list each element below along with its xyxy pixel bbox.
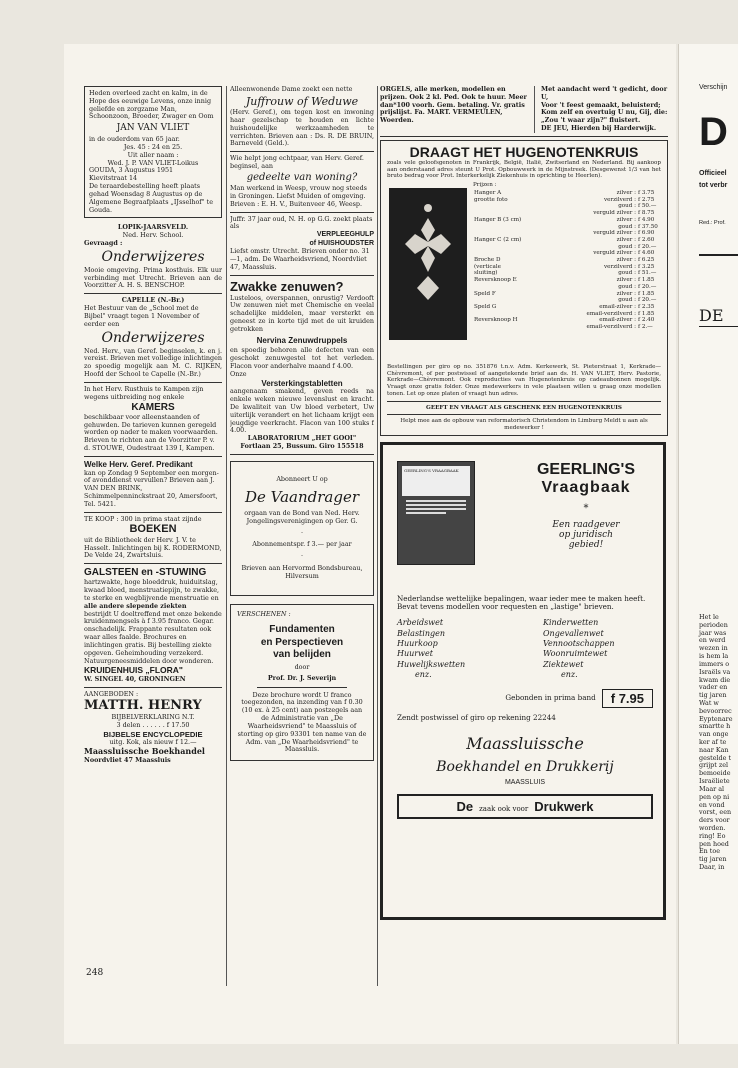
- kamers-ad: [84, 386, 222, 453]
- hugenoten-order: Bestellingen per giro op no. 351876 t.n.v. Adm. Kerkewerk, St. Pieterstraat 1, Kerkrade—Chèvremont, of per postwissel of aangetekende brief aan ds. H. VAN VLIET, Herv. Pastorie, Kerkrade—Chèvremont. Ook reproducties van Hugenotenkruis op cadeaubonnen mogelijk. Vraagt onze gratis folder. Onze medewerkers in vele plaatsen willen u graag onze modellen tonen. Let op onze platen of vraagt hun adres.: [387, 363, 661, 397]
- next-page-line: en werd: [699, 636, 726, 645]
- price-material: email-verzilverd :: [586, 324, 636, 331]
- geerling-title1: GEERLING'S: [536, 460, 636, 478]
- price-row: [473, 190, 667, 197]
- price-material: goud :: [618, 243, 636, 250]
- weesp-heading: gedeelte van woning?: [246, 171, 358, 183]
- fundamenten-author: Prof. Dr. J. Severijn: [267, 673, 337, 682]
- price-item: [473, 230, 553, 237]
- price-row: [473, 317, 667, 324]
- next-page-masthead: D: [699, 110, 728, 154]
- obituary-intro: Heden overleed zacht en kalm, in de Hope des eeuwige Levens, onze innig geliefde en zorgzame Man, Schoonzoon, Broeder, Zwager en Oom: [89, 89, 214, 121]
- price-value: f 2.75: [638, 196, 655, 203]
- price-value: f 2.40: [638, 317, 655, 324]
- lopik-title: LOPIK-JAARSVELD.: [117, 223, 189, 232]
- kamers-intro: In het Herv. Rusthuis te Kampen zijn wegens uitbreiding nog enkele: [84, 384, 204, 401]
- next-page-headline: DE: [699, 306, 724, 325]
- next-page-official: Officieel: [699, 170, 727, 177]
- price-row: [473, 217, 667, 224]
- law-item: Huwelijkswetten: [397, 659, 466, 669]
- henry-shop: Maassluissche Boekhandel: [84, 745, 205, 756]
- kamers-body: beschikbaar voor alleenstaanden of gehuwden. De tarieven kunnen geregeld worden op nader te maken voorwaarden. Brieven te richten aan de Voorzitter P. v. d. STOUWE, Oudestraat 139 I, Kampen.: [84, 412, 218, 452]
- juffrouw-ad: [230, 86, 374, 148]
- price-item: Speld G: [474, 303, 497, 310]
- price-material: goud :: [618, 203, 636, 210]
- price-row: [473, 210, 667, 217]
- price-item: Broche D: [474, 257, 501, 264]
- price-row: [473, 270, 667, 277]
- price-row: [473, 324, 667, 331]
- price-item: [473, 297, 553, 304]
- next-page-line: grijpt zel: [699, 761, 729, 770]
- henry-line1: BIJBELVERKLARING N.T.: [111, 713, 195, 722]
- price-material: email-verzilverd :: [586, 310, 636, 317]
- law-item: Belastingen: [397, 628, 445, 638]
- verpleeg-title2: of HUISHOUDSTER: [309, 239, 374, 247]
- henry-line2: 3 delen . . . . . . f 17.50: [116, 721, 190, 729]
- geerling-send: Zendt postwissel of giro op rekening 22244: [397, 712, 556, 722]
- hugenoten-title: DRAAGT HET HUGENOTENKRUIS: [409, 143, 639, 160]
- weesp-ad: [230, 155, 374, 208]
- price-value: f 1.85: [638, 277, 655, 284]
- law-item: enz.: [415, 670, 432, 680]
- geerling-shop2: Boekhandel en Drukkerij: [436, 759, 614, 776]
- geerling-shop1: Maassluissche: [466, 734, 584, 754]
- next-page-line: tig jaren: [699, 855, 727, 864]
- price-material: goud :: [618, 297, 636, 304]
- orgels-body: ORGELS, alle merken, modellen en prijzen. Ook 2 kl. Ped. Ook te huur. Meer dan*100 voorh. Gem. betaling. Vr. gratis prijslijst.: [380, 86, 527, 117]
- lopik-ad: [84, 224, 222, 290]
- price-material: goud :: [618, 283, 636, 290]
- price-item: grootte foto: [474, 196, 508, 203]
- price-value: f 20.—: [638, 243, 657, 250]
- boeken-body: uit de Bibliotheek der Herv. J. V. te Hasselt. Inlichtingen bij K. RODERMOND, De Velde 24, Zwartsluis.: [84, 535, 222, 560]
- price-row: [473, 311, 667, 318]
- geerling-sub3: gebied!: [568, 539, 604, 550]
- price-value: f 3.75: [638, 189, 655, 196]
- price-row: [473, 203, 667, 210]
- price-row: [473, 250, 667, 257]
- weesp-intro: Wie helpt jong echtpaar, van Herv. Geref. beginsel, aan: [230, 154, 364, 171]
- price-item: Hanger C (2 cm): [474, 236, 522, 243]
- price-item: Reversknoop E: [474, 277, 517, 284]
- predikant-title: Welke Herv. Geref. Predikant: [84, 459, 193, 469]
- next-page-line: wezen in: [699, 644, 728, 653]
- vaandrager-body: orgaan van de Bond van Ned. Herv. Jongelingsverenigingen op Ger. G.: [244, 508, 360, 525]
- price-item: sluiting): [474, 270, 498, 277]
- galsteen-address: W. SINGEL 40, GRONINGEN: [84, 674, 186, 683]
- price-value: f 20.—: [638, 283, 657, 290]
- page-number: 248: [86, 968, 104, 978]
- column-rule: [226, 86, 227, 986]
- zenuwen-body: Lusteloos, overspannen, onrustig? Verdooft Uw zenuwen niet met Chemische en veelal schadelijke middelen, maar versterkt en geneest ze in korte tijd met de uit kruiden getrokken: [230, 293, 374, 333]
- next-page-line: worden.: [699, 823, 726, 832]
- price-value: f 4.90: [638, 216, 655, 223]
- price-item: [473, 324, 553, 331]
- price-value: f 1.85: [638, 310, 655, 317]
- zenuwen-product: Nervina Zenuwdruppels: [256, 335, 348, 345]
- hugenoten-intro: zoals vele geloofsgenoten in Frankrijk, België, Italië, Zwitserland en Nederland. Bij aankoop aan onderstaand adres steunt U Prot. Opbouwwerk in de Mijnstreek. (Desgewenst 1/3 van het bruto bedrag voor Prot. Interkerkelijk Ziekenhuis in oprichting te Heerlen).: [387, 159, 661, 180]
- verpleeg-title1: VERPLEEGHULP: [316, 231, 374, 239]
- drukwerk-mid: zaak ook voor: [479, 805, 529, 814]
- top-ads-row: [380, 86, 668, 133]
- obituary-verse: Jes. 45 : 24 en 25.: [123, 143, 183, 152]
- boeken-intro: TE KOOP : 300 in prima staat zijnde: [84, 514, 202, 523]
- price-item: [473, 284, 553, 291]
- geerling-ad: [380, 442, 666, 920]
- henry-ad: [84, 691, 222, 765]
- henry-address: Noordvliet 47 Maassluis: [84, 755, 171, 764]
- price-row: [473, 291, 667, 298]
- law-list-right: [543, 618, 653, 680]
- price-item: Reversknoop H: [474, 317, 518, 324]
- next-page-line: smartte h: [699, 722, 731, 731]
- price-row: [473, 277, 667, 284]
- lopik-school: Ned. Herv. School.: [122, 231, 184, 240]
- obituary-notice: [84, 86, 222, 218]
- cross-icon: [389, 188, 467, 340]
- next-page-line: bevoorrec: [699, 706, 732, 715]
- law-item: Huurwet: [397, 649, 433, 659]
- henry-title: MATTH. HENRY: [84, 698, 202, 714]
- gedicht-body: Voor 't feest gemaakt, beluisterd; Kom zelf en overtuig U nu, Gij, die: „Zou 't waar zijn?" fluistert.: [541, 100, 668, 125]
- price-material: verguld zilver :: [593, 210, 636, 217]
- price-row: [473, 224, 667, 231]
- law-item: Ongevallenwet: [543, 628, 604, 638]
- hugenoten-slogan: GEEFT EN VRAAGT ALS GESCHENK EEN HUGENOTENKRUIS: [426, 404, 622, 411]
- next-page-line: naar Kan: [699, 745, 729, 754]
- obituary-widow: Wed. J. P. VAN VLIET-Loikus: [107, 158, 199, 167]
- gedicht-intro: Met aandacht werd 't gedicht, door U,: [541, 86, 668, 101]
- capelle-ad: [84, 297, 222, 379]
- next-page-line: pen hoed: [699, 839, 729, 848]
- law-item: Kinderwetten: [543, 618, 599, 628]
- gedicht-ad: [541, 86, 668, 133]
- obituary-name: JAN VAN VLIET: [116, 123, 190, 134]
- price-material: goud :: [618, 223, 636, 230]
- geerling-price: f 7.95: [602, 689, 653, 708]
- price-value: f 3.25: [638, 263, 655, 270]
- verpleeg-ad: [230, 216, 374, 272]
- obituary-burial: De teraardebestelling heeft plaats gehad Woensdag 8 Augustus op de Algemene Begraafplaats „IJsselhof" te Gouda.: [89, 182, 213, 214]
- obituary-age: in de ouderdom van 65 jaar.: [89, 135, 180, 144]
- price-value: f 6.25: [638, 257, 655, 264]
- boeken-title: BOEKEN: [129, 523, 177, 536]
- capelle-body: Het Bestuur van de „School met de Bijbel" vraagt tegen 1 November of eerder een: [84, 304, 200, 328]
- vaandrager-price: Abonnementspr. f 3.— per jaar: [252, 540, 352, 549]
- galsteen-bold: alle andere slepende ziekten: [84, 601, 187, 610]
- price-item: [473, 224, 553, 231]
- geerling-city: MAASSLUIS: [504, 779, 546, 787]
- kamers-title: KAMERS: [131, 401, 175, 413]
- fundamenten-label: VERSCHENEN :: [237, 609, 291, 618]
- price-item: [473, 244, 553, 251]
- henry-intro: AANGEBODEN :: [84, 689, 139, 698]
- price-value: f 37.50: [638, 223, 658, 230]
- hugenotenkruis-ad: [380, 140, 668, 436]
- price-row: [473, 244, 667, 251]
- next-page-line: jaar was: [699, 628, 727, 637]
- price-value: f 2.—: [638, 324, 653, 331]
- column-1: [84, 86, 222, 986]
- price-item: Hanger A: [474, 189, 502, 196]
- next-page-line: van onge: [699, 730, 729, 739]
- price-material: zilver :: [616, 257, 636, 264]
- weesp-body: Man werkend in Weesp, vrouw nog steeds in Groningen. Liefst Muiden of omgeving. Brieven : E. H. V., Buitenveer 46, Weesp.: [230, 184, 367, 208]
- galsteen-title: GALSTEEN en -STUWING: [84, 567, 207, 579]
- price-item: (verticale: [474, 263, 501, 270]
- next-page-line: Het le: [699, 613, 719, 621]
- geerling-star: *: [583, 502, 589, 514]
- law-list-left: [397, 618, 465, 680]
- next-page-line: vorst, een: [699, 808, 732, 817]
- price-table: [473, 190, 667, 331]
- zenuwen-product2: Versterkingstabletten: [261, 378, 343, 388]
- law-item: Arbeidswet: [397, 618, 444, 628]
- price-value: f 4.60: [638, 250, 655, 257]
- next-page-line: en vond: [699, 800, 725, 809]
- law-item: enz.: [561, 670, 578, 680]
- capelle-heading: Onderwijzeres: [101, 329, 205, 346]
- next-page-line: ker af te: [699, 738, 727, 746]
- price-material: goud :: [618, 270, 636, 277]
- vaandrager-address: Brieven aan Hervormd Bondsbureau, Hilversum: [241, 564, 363, 580]
- price-row: [473, 257, 667, 264]
- price-material: verguld zilver :: [593, 230, 636, 237]
- price-item: [473, 203, 553, 210]
- next-page-line: vader en: [699, 683, 728, 692]
- geerling-sub2: op juridisch: [559, 529, 613, 540]
- next-page-edge: [678, 44, 738, 1044]
- fundamenten-ad: [230, 604, 374, 762]
- price-material: zilver :: [616, 189, 636, 196]
- geerling-sub1: Een raadgever: [552, 519, 620, 530]
- price-row: [473, 297, 667, 304]
- price-row: [473, 304, 667, 311]
- galsteen-ad: [84, 567, 222, 683]
- juffrouw-body: (Herv. Geref.), om tegen kost en inwoning haar gezelschap te houden en lichte huishoudelijke werkzaamheden te verrichten. Brieven aan : Ds. R. DE BRUIN, Barneveld (Geld.).: [230, 108, 374, 148]
- price-value: f 20.—: [638, 297, 657, 304]
- price-value: f 2.60: [638, 236, 655, 243]
- next-page-line: Eyptenare: [699, 714, 733, 723]
- price-material: verzilverd :: [603, 263, 636, 270]
- price-material: email-zilver :: [599, 303, 636, 310]
- price-value: f 51.—: [638, 270, 657, 277]
- price-value: f 2.35: [638, 303, 655, 310]
- juffrouw-intro: Alleenwonende Dame zoekt een nette: [230, 86, 353, 93]
- henry-line4: uitg. Kok, als nieuw f 12.—: [109, 738, 197, 747]
- next-page-red: Red.: Prof.: [699, 220, 726, 226]
- juffrouw-heading: Juffrouw of Weduwe: [245, 94, 359, 108]
- obituary-family: Uit aller naam :: [127, 150, 179, 159]
- price-item: [473, 311, 553, 318]
- hugenoten-closing: Helpt mee aan de opbouw van reformatorisch Christendom in Limburg Meldt u aan als medewerker !: [400, 418, 648, 431]
- law-item: Vennootschappen: [543, 638, 615, 648]
- next-page-line: bemoeide: [699, 769, 731, 778]
- price-item: Speld F: [474, 290, 496, 297]
- price-material: zilver :: [616, 216, 636, 223]
- price-material: zilver :: [616, 236, 636, 243]
- next-page-line: Daar, in: [699, 863, 725, 871]
- predikant-ad: [84, 460, 222, 509]
- lopik-wanted: Gevraagd :: [84, 238, 123, 247]
- drukwerk-end: Drukwerk: [534, 799, 594, 815]
- zenuwen-body3: aangenaam smakend, geven reeds na enkele weken nieuwe levenslust en kracht. De kwaliteit van Uw bloed verbetert, Uw uiterlijk verandert en het lichaam krijgt een jeugdige veerkracht. Flacon van 100 stuks f 4.00.: [230, 387, 374, 435]
- next-page-line: Israëliete: [699, 777, 730, 786]
- price-row: [473, 197, 667, 204]
- vaandrager-intro: Abonneert U op: [276, 474, 328, 483]
- verpleeg-intro: Juffr. 37 jaar oud, N. H. op G.G. zoekt plaats als: [230, 214, 373, 231]
- lopik-heading: Onderwijzeres: [101, 248, 205, 265]
- price-row: [473, 230, 667, 237]
- next-page-text: [699, 614, 738, 872]
- next-page-line: ders voor: [699, 816, 730, 825]
- price-value: f 1.85: [638, 290, 655, 297]
- column-3: [380, 86, 668, 986]
- price-material: verzilverd :: [603, 196, 636, 203]
- fundamenten-title2: en Perspectieven: [260, 636, 344, 648]
- price-value: f 8.75: [638, 210, 655, 217]
- zenuwen-ad: [230, 279, 374, 451]
- zenuwen-title: Zwakke zenuwen?: [230, 278, 344, 294]
- galsteen-body2: bestrijdt U doeltreffend met onze bekende kruidenmengsels à f 3.95 franco. Gegar. onschadelijk. Frappante resultaten ook waar alles faalde. Brochures en inlichtingen gratis. Bij bestelling ziekte opgeven. Geheimhouding verzekerd. Natuurgeneesmiddelen door wonderen.: [84, 609, 222, 665]
- hugenot-cross-photo: [389, 188, 467, 340]
- next-page-line: ring! Eo: [699, 831, 726, 840]
- price-material: zilver :: [616, 290, 636, 297]
- vraagbaak-book-image: GEERLING'S VRAAGBAAK: [397, 461, 475, 565]
- law-item: Woonruimtewet: [543, 649, 608, 659]
- next-page-line: is hem la: [699, 652, 729, 661]
- next-page-tot: tot verbr: [699, 182, 728, 189]
- obituary-place: GOUDA, 3 Augustus 1951: [89, 166, 174, 175]
- zenuwen-body2: en spoedig behoren alle defecten van een geschokt zenuwgestel tot het verleden. Flacon voor anderhalve maand f 4.00.: [230, 346, 374, 370]
- vaandrager-ad: Abonneert U op De Vaandrager orgaan van de Bond van Ned. Herv. Jongelingsverenigingen op Ger. G. · Abonnementspr. f 3.— per jaar · Brieven aan Hervormd Bondsbureau, Hilversum: [230, 461, 374, 596]
- fundamenten-door: door: [294, 663, 310, 671]
- law-item: Huurkoop: [397, 638, 438, 648]
- verpleeg-body: Liefst omstr. Utrecht. Brieven onder no. 31—1, adm. De Waarheidsvriend, Noordvliet 47, Maassluis.: [230, 247, 370, 271]
- fundamenten-title1: Fundamenten: [269, 624, 335, 636]
- price-row: [473, 237, 667, 244]
- orgels-ad: [380, 86, 528, 133]
- column-rule: [377, 86, 378, 986]
- column-2: [230, 86, 374, 986]
- galsteen-body: hartzwakte, hoge bloeddruk, huiduitslag, kwaad bloed, menstruatiepijn, te zwakke, te sterke en wegblijvende menstruatie en: [84, 578, 220, 603]
- next-page-line: Wat w: [699, 698, 719, 707]
- price-value: f 6.90: [638, 230, 655, 237]
- law-item: Ziektewet: [543, 659, 584, 669]
- geerling-intro: Nederlandse wettelijke bepalingen, waar ieder mee te maken heeft. Bevat tevens modellen voor requesten en „lastige" brieven.: [397, 593, 646, 612]
- zenuwen-lab: LABORATORIUM „HET GOOI": [247, 434, 357, 443]
- capelle-title: CAPELLE (N.-Br.): [121, 296, 185, 305]
- price-material: email-zilver :: [599, 317, 636, 324]
- boeken-ad: [84, 516, 222, 561]
- geerling-bound: Gebonden in prima band: [505, 692, 596, 702]
- henry-line3: BIJBELSE ENCYCLOPEDIE: [103, 729, 203, 739]
- capelle-body2: Ned. Herv., van Geref. beginselen, k. en j. vereist. Brieven met volledige inlichtingen zo spoedig mogelijk aan M. C. RIJKEN, Hoofd der School te Capelle (N.-Br.): [84, 346, 222, 379]
- next-page-line: Maar al: [699, 784, 725, 793]
- galsteen-shop: KRUIDENHUIS „FLORA": [84, 665, 183, 676]
- price-item: [473, 210, 553, 217]
- next-page-line: gestelde t: [699, 753, 732, 762]
- next-page-top: Verschijn: [699, 84, 728, 91]
- vaandrager-heading: De Vaandrager: [244, 487, 360, 506]
- price-row: [473, 264, 667, 271]
- geerling-title2: Vraagbaak: [541, 478, 631, 496]
- price-material: verguld zilver :: [593, 250, 636, 257]
- next-page-line: tig jaren: [699, 691, 727, 700]
- gedicht-firm: DE JEU, Hierden bij Harderwijk.: [541, 124, 657, 133]
- hugenoten-prijzen: Prijzen :: [473, 181, 497, 188]
- fundamenten-body: Deze brochure wordt U franco toegezonden, na inzending van f 0.30 (10 ex. à 25 cent) aan postzegels aan de Administratie van „De Waarheidsvriend" te Maassluis of storting op giro 93301 ten name van de Adm. van „De Waarheidsvriend" te Maassluis.: [237, 690, 367, 754]
- drukwerk-de: De: [456, 799, 474, 815]
- next-page-line: pen op ni: [699, 792, 730, 801]
- predikant-body: kan op Zondag 9 September een morgen- of avonddienst vervullen? Brieven aan J. VAN DEN BRINK, Schimmelpenninckstraat 20, Amersfoort, Tel. 5421.: [84, 468, 219, 508]
- next-page-line: Israëls va: [699, 667, 731, 676]
- next-page-line: kwam die: [699, 675, 731, 684]
- lopik-body: Mooie omgeving. Prima kosthuis. Elk uur verbinding met Utrecht. Brieven aan de Voorzitter A. H. S. BENSCHOP.: [84, 265, 222, 290]
- fundamenten-title3: van belijden: [273, 648, 331, 660]
- price-material: zilver :: [616, 277, 636, 284]
- zenuwen-address: Fortlaan 25, Bussum. Giro 155518: [240, 442, 364, 451]
- price-item: Hanger B (3 cm): [474, 216, 522, 223]
- price-row: [473, 284, 667, 291]
- next-page-line: perioden: [699, 620, 728, 629]
- next-page-line: En toe: [699, 847, 721, 856]
- price-item: [473, 250, 553, 257]
- price-value: f 50.—: [638, 203, 657, 210]
- next-page-line: immers o: [699, 659, 730, 668]
- obituary-street: Kievitstraat 14: [89, 174, 138, 183]
- zenuwen-onze: Onze: [230, 369, 247, 378]
- orgels-firm: Fa. MART. VERMEULEN, Woerden.: [380, 108, 503, 125]
